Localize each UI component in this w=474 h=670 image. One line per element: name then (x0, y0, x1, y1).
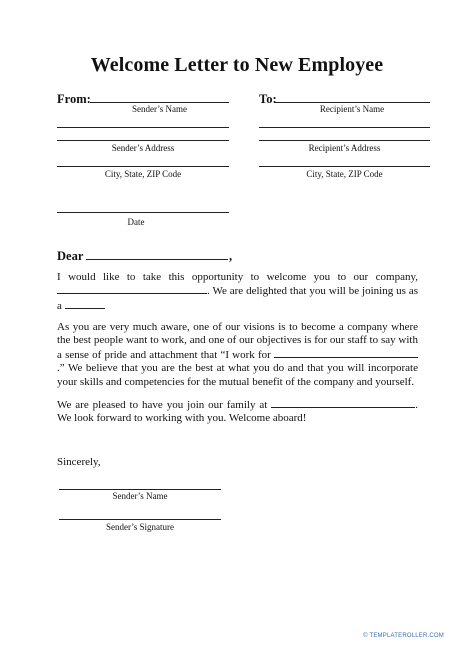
recipient-address-line-1[interactable] (259, 127, 430, 128)
dear-comma: , (229, 249, 233, 263)
from-label: From: (57, 92, 91, 106)
closing-sender-name-line[interactable] (59, 489, 221, 490)
document-title: Welcome Letter to New Employee (90, 54, 384, 76)
paragraph-1-text-a: I would like to take this opportunity to welcome you to our company, (57, 271, 418, 283)
signature-line[interactable] (59, 519, 221, 520)
recipient-name-line[interactable] (274, 102, 430, 103)
recipient-name-caption: Recipient’s Name (319, 104, 385, 114)
sender-address-line-1[interactable] (57, 127, 229, 128)
signature-caption: Sender’s Signature (105, 522, 175, 532)
sincerely-label: Sincerely, (57, 456, 101, 468)
sender-address-caption: Sender’s Address (111, 143, 175, 153)
closing-sender-name-caption: Sender’s Name (112, 491, 168, 501)
dear-label: Dear (57, 249, 84, 263)
sender-name-caption: Sender’s Name (131, 104, 188, 114)
recipient-address-line-2[interactable] (259, 140, 430, 141)
sender-city-caption: City, State, ZIP Code (104, 169, 182, 179)
addressee-line[interactable] (86, 259, 228, 260)
company-blank-2[interactable] (274, 348, 418, 358)
paragraph-3-text-a: We are pleased to have you join our family at (57, 399, 268, 411)
paragraph-3-text-b: . We look forward to working with you. Welcome aboard! (57, 399, 418, 425)
paragraph-2-text-b: .” We believe that you are the best at what you do and that you will incorporate your skills and competencies for the mutual benefit of the company and yourself. (57, 362, 418, 388)
paragraph-2 (57, 321, 418, 389)
company-blank-3[interactable] (271, 398, 415, 408)
position-blank[interactable] (65, 299, 105, 309)
recipient-address-caption: Recipient’s Address (308, 143, 381, 153)
date-line[interactable] (57, 212, 229, 213)
paragraph-1-text-b: . We are delighted that you will be joining us as a (57, 285, 418, 312)
sender-city-line[interactable] (57, 166, 229, 167)
date-caption: Date (127, 217, 145, 227)
sender-address-line-2[interactable] (57, 140, 229, 141)
recipient-city-caption: City, State, ZIP Code (306, 169, 383, 179)
recipient-city-line[interactable] (259, 166, 430, 167)
paragraph-3 (57, 398, 418, 426)
to-label: To: (259, 92, 277, 106)
footer-credit: © TEMPLATEROLLER.COM (363, 633, 444, 639)
paragraph-2-text-a: As you are very much aware, one of our visions is to become a company where the best people want to work, and one of our objectives is for our staff to say with a sense of pride and attachment that “I work for (57, 321, 418, 361)
company-name-blank[interactable] (57, 284, 207, 294)
sender-name-line[interactable] (90, 102, 229, 103)
paragraph-1 (57, 271, 418, 313)
